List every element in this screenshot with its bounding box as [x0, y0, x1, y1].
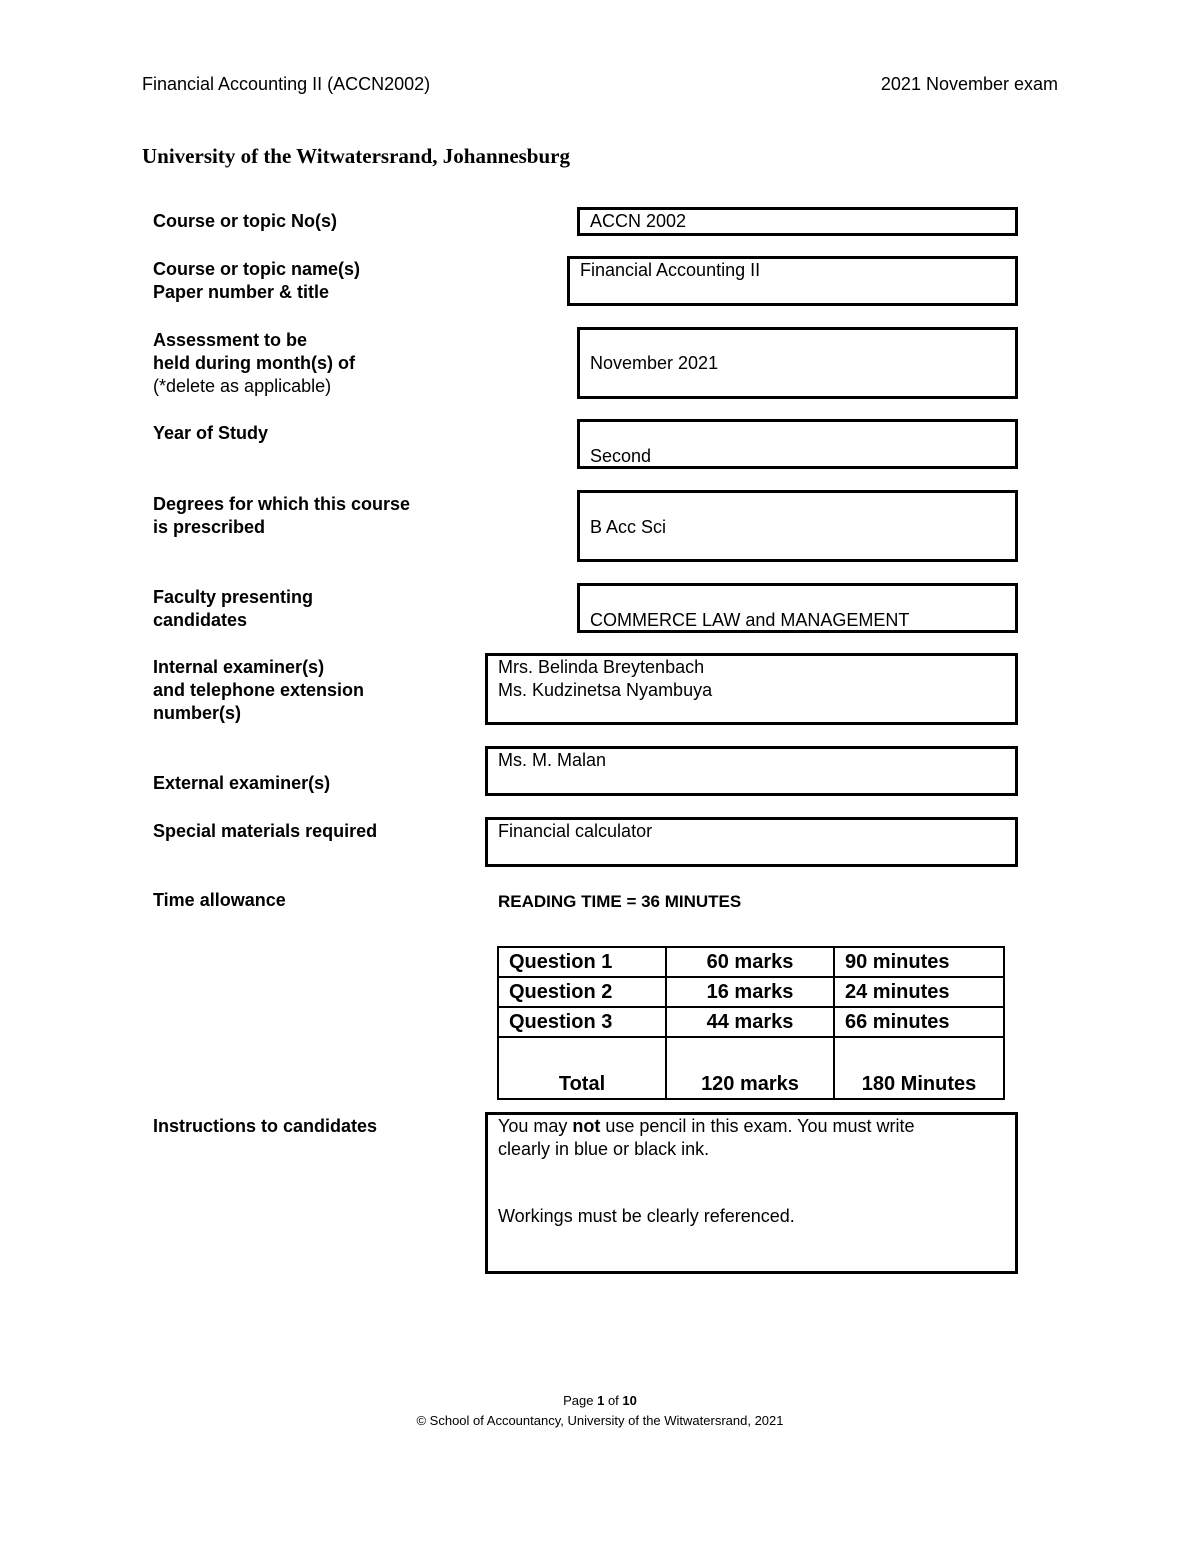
- course-no-box: [577, 207, 1018, 236]
- year-label: Year of Study: [153, 423, 269, 443]
- instructions-emphasis: not: [572, 1116, 601, 1136]
- time-allowance-table: [497, 946, 1005, 1100]
- page-prefix: Page: [563, 1393, 598, 1408]
- total-label: Total: [498, 1037, 666, 1099]
- instructions-spacer: [498, 1161, 1015, 1205]
- assessment-label-line3: (*delete as applicable): [153, 376, 332, 396]
- internal-examiner-1: Mrs. Belinda Breytenbach: [498, 657, 705, 677]
- question-cell: Question 2: [498, 977, 666, 1007]
- instructions-line3: Workings must be clearly referenced.: [498, 1206, 795, 1226]
- assessment-value: November 2021: [590, 353, 719, 373]
- internal-examiner-box: [485, 653, 1018, 725]
- faculty-value: COMMERCE LAW and MANAGEMENT: [590, 610, 910, 630]
- page-total: 10: [622, 1393, 637, 1408]
- university-title: University of the Witwatersrand, Johannesburg: [142, 144, 570, 168]
- year-box: [577, 419, 1018, 469]
- materials-box: [485, 817, 1018, 867]
- external-examiner-value: Ms. M. Malan: [498, 750, 607, 770]
- degrees-value: B Acc Sci: [590, 517, 667, 537]
- materials-value: Financial calculator: [498, 821, 653, 841]
- reading-time: READING TIME = 36 MINUTES: [498, 892, 742, 911]
- instructions-label: Instructions to candidates: [153, 1116, 378, 1136]
- table-row: [498, 1007, 1004, 1037]
- table-row: [498, 977, 1004, 1007]
- page-number: [0, 1393, 1200, 1408]
- internal-label-line3: number(s): [153, 703, 242, 723]
- header-exam-date: 2021 November exam: [880, 74, 1058, 94]
- question-cell: Question 3: [498, 1007, 666, 1037]
- course-name-value: Financial Accounting II: [580, 260, 761, 280]
- faculty-box: [577, 583, 1018, 633]
- copyright-notice: © School of Accountancy, University of the Witwatersrand, 2021: [416, 1413, 784, 1428]
- materials-label: Special materials required: [153, 821, 378, 841]
- question-cell: Question 1: [498, 947, 666, 977]
- year-value: Second: [590, 446, 652, 466]
- instructions-line2: clearly in blue or black ink.: [498, 1139, 710, 1159]
- header-course: Financial Accounting II (ACCN2002): [142, 74, 431, 94]
- page-of: of: [604, 1393, 623, 1408]
- faculty-label-line1: Faculty presenting: [153, 587, 314, 607]
- marks-cell: 60 marks: [666, 947, 834, 977]
- assessment-label-line2: held during month(s) of: [153, 353, 355, 373]
- instructions-text: use pencil in this exam. You must write: [600, 1116, 915, 1136]
- degrees-label-line2: is prescribed: [153, 517, 266, 537]
- degrees-box: [577, 490, 1018, 562]
- course-name-label-line1: Course or topic name(s): [153, 259, 361, 279]
- degrees-label: [153, 493, 410, 539]
- course-name-label-line2: Paper number & title: [153, 282, 330, 302]
- course-no-label: Course or topic No(s): [153, 211, 338, 231]
- instructions-box: [485, 1112, 1018, 1274]
- time-allowance-label: Time allowance: [153, 890, 286, 910]
- table-row: [498, 947, 1004, 977]
- internal-label-line2: and telephone extension: [153, 680, 365, 700]
- assessment-box: [577, 327, 1018, 399]
- minutes-cell: 90 minutes: [834, 947, 1004, 977]
- instructions-line1: [498, 1115, 1015, 1138]
- external-examiner-label: External examiner(s): [153, 773, 331, 793]
- total-row: [498, 1037, 1004, 1099]
- marks-cell: 16 marks: [666, 977, 834, 1007]
- external-examiner-box: [485, 746, 1018, 796]
- internal-label-line1: Internal examiner(s): [153, 657, 325, 677]
- marks-cell: 44 marks: [666, 1007, 834, 1037]
- page-current: 1: [597, 1393, 605, 1408]
- internal-examiner-label: [153, 656, 364, 725]
- degrees-label-line1: Degrees for which this course: [153, 494, 411, 514]
- course-no-value: ACCN 2002: [590, 211, 687, 231]
- total-minutes: 180 Minutes: [834, 1037, 1004, 1099]
- faculty-label-line2: candidates: [153, 610, 248, 630]
- internal-examiner-2: Ms. Kudzinetsa Nyambuya: [498, 680, 713, 700]
- course-name-box: [567, 256, 1018, 306]
- minutes-cell: 24 minutes: [834, 977, 1004, 1007]
- total-marks: 120 marks: [666, 1037, 834, 1099]
- faculty-label: [153, 586, 313, 632]
- assessment-label-line1: Assessment to be: [153, 330, 308, 350]
- assessment-label: [153, 329, 355, 398]
- course-name-label: [153, 258, 360, 304]
- minutes-cell: 66 minutes: [834, 1007, 1004, 1037]
- instructions-text: You may: [498, 1116, 573, 1136]
